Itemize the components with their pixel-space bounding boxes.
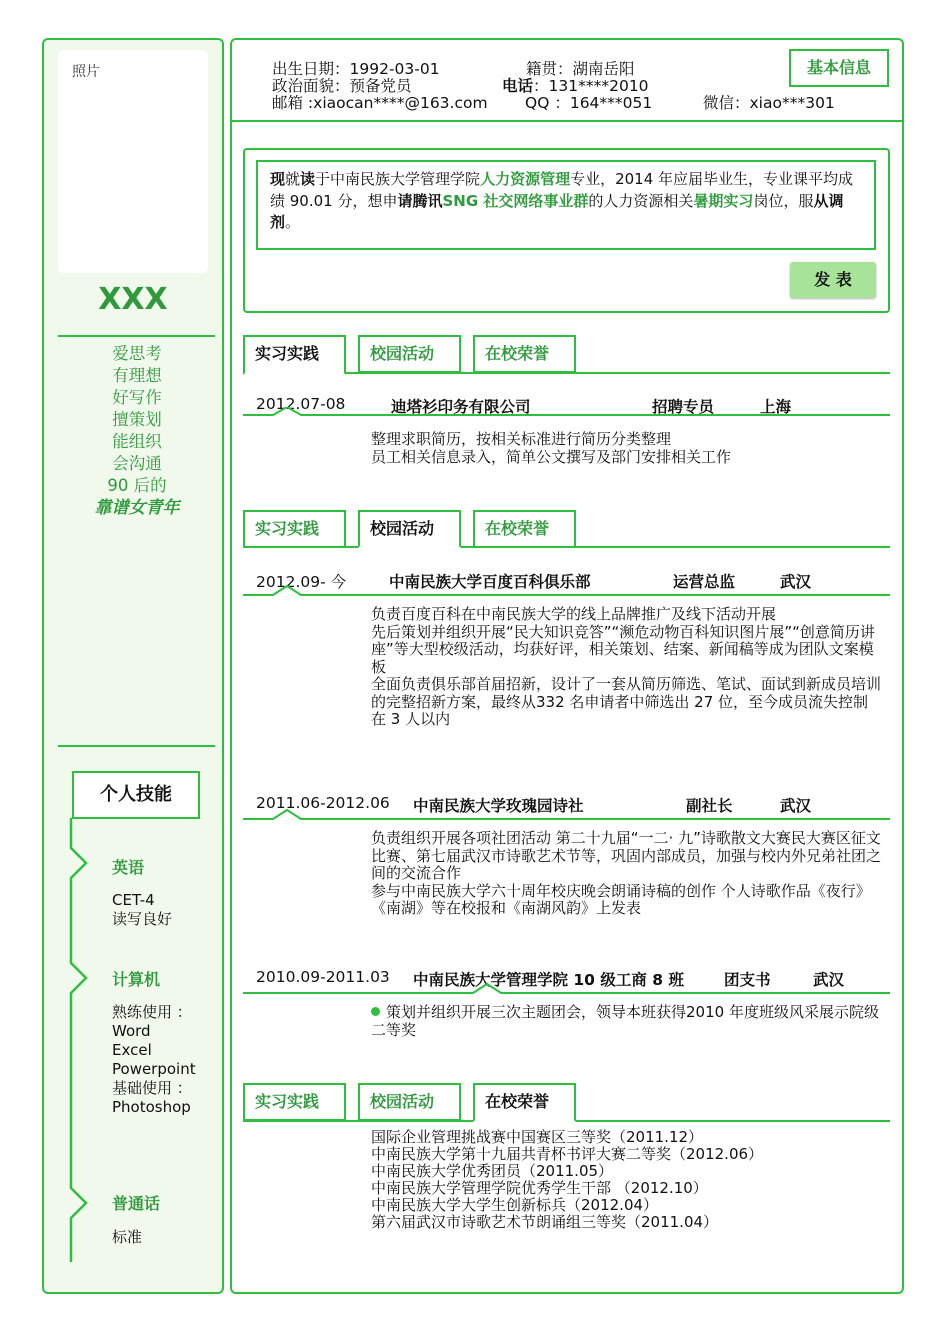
entry-role: 招聘专员 <box>652 398 715 416</box>
tab-campus[interactable]: 校园活动 <box>358 510 461 548</box>
entry-description <box>371 830 881 918</box>
entry-pointer-line <box>243 806 890 824</box>
honor-item: 中南民族大学优秀团员（2011.05） <box>371 1162 614 1180</box>
tab-internship[interactable]: 实习实践 <box>243 1083 346 1121</box>
desc-line: 整理求职简历，按相关标准进行简历分类整理 <box>371 430 672 448</box>
tab-campus[interactable]: 校园活动 <box>358 335 461 373</box>
trait: 90 后的 <box>107 476 167 495</box>
entry-pointer-line <box>243 407 890 425</box>
objective-segment: 请腾讯 <box>397 191 443 210</box>
entry-role: 运营总监 <box>673 573 736 591</box>
skill-line: 熟练使用 ： <box>112 1003 192 1021</box>
honor-item: 第六届武汉市诗歌艺术节朗诵组三等奖（2011.04） <box>371 1213 719 1231</box>
skill-lines-english <box>112 891 172 929</box>
post-button[interactable]: 发 表 <box>790 262 876 298</box>
entry-date: 2012.07-08 <box>256 395 346 413</box>
entry-org: 迪塔衫印务有限公司 <box>391 398 531 416</box>
skills-title: 个人技能 <box>72 771 200 819</box>
honor-item: 中南民族大学管理学院优秀学生干部 （2012.10） <box>371 1179 708 1197</box>
bullet-dot <box>371 1007 380 1016</box>
entry-location: 武汉 <box>813 971 845 989</box>
skill-line: 标准 <box>112 1228 143 1246</box>
trait-emphasis: 靠谱女青年 <box>94 498 180 518</box>
skill-line: Photoshop <box>112 1098 191 1116</box>
desc-text: 策划并组织开展三次主题团会，领导本班获得2010 年度班级风采展示院级二等奖 <box>371 1003 879 1039</box>
skill-line: 基础使用 ： <box>112 1079 192 1097</box>
skill-line: 读写良好 <box>112 910 173 928</box>
desc-line: 员工相关信息录入，简单公文撰写及部门安排相关工作 <box>371 447 732 466</box>
wechat: 微信：xiao***301 <box>703 94 835 112</box>
basic-info-tag: 基本信息 <box>789 49 889 87</box>
trait: 擅策划 <box>112 410 162 429</box>
objective-segment: 专业，2014 年应届毕业生，专业课平均成绩 90.01 分，想申 <box>270 170 854 210</box>
native-place: 籍贯：湖南岳阳 <box>526 60 635 78</box>
entry-role: 副社长 <box>686 797 733 815</box>
skill-heading-mandarin: 普通话 <box>112 1194 161 1213</box>
objective-segment: 暑期实习 <box>693 191 754 210</box>
skill-heading-english: 英语 <box>112 858 145 877</box>
objective-segment: 现 <box>270 170 286 188</box>
entry-location: 武汉 <box>780 573 812 591</box>
desc-line: 先后策划并组织开展“民大知识竞答”“濒危动物百科知识图片展”“创意简历讲座”等大型校级活动，均获好评，相关策划、结案、新闻稿等成为团队文案模板 <box>371 622 875 676</box>
skill-line: Excel <box>112 1041 152 1059</box>
skill-heading-computer: 计算机 <box>112 970 161 989</box>
photo-label: 照片 <box>72 64 100 80</box>
entry-org: 中南民族大学百度百科俱乐部 <box>389 573 591 591</box>
candidate-name: XXX <box>98 282 168 317</box>
objective-segment: 。 <box>285 213 301 231</box>
desc-line: 全面负责俱乐部首届招新，设计了一套从简历筛选、笔试、面试到新成员培训的完整招新方案，最终从332 名申请者中筛选出 27 位，至今成员流失控制在 3 人以内 <box>371 675 882 728</box>
entry-description <box>371 606 881 729</box>
qq: QQ ：164***051 <box>525 94 653 112</box>
tab-honors[interactable]: 在校荣誉 <box>473 1083 576 1122</box>
honors-list <box>371 1129 763 1231</box>
skill-line: CET-4 <box>112 891 155 909</box>
entry-role: 团支书 <box>724 971 771 989</box>
honor-item: 中南民族大学大学生创新标兵（2012.04） <box>371 1196 659 1214</box>
skill-line: Word <box>112 1022 151 1040</box>
objective-segment: 从调剂 <box>270 191 844 231</box>
skill-line: Powerpoint <box>112 1060 196 1078</box>
entry-location: 武汉 <box>780 797 812 815</box>
email: 邮箱 :xiaocan****@163.com <box>272 94 488 112</box>
skill-lines-mandarin <box>112 1228 142 1247</box>
trait: 好写作 <box>112 388 162 407</box>
tab-honors[interactable]: 在校荣誉 <box>473 335 576 373</box>
entry-date: 2012.09- 今 <box>256 573 347 591</box>
tab-honors[interactable]: 在校荣誉 <box>473 510 576 548</box>
sidebar-divider-top <box>58 335 215 337</box>
objective-segment: SNG 社交网络事业群 <box>442 191 589 210</box>
entry-org: 中南民族大学管理学院 10 级工商 8 班 <box>413 971 684 989</box>
objective-segment: 就 <box>285 170 301 188</box>
trait: 爱思考 <box>112 344 162 363</box>
skill-lines-computer <box>112 1003 196 1117</box>
objective-text <box>256 160 876 250</box>
objective-segment: 读 <box>300 170 316 188</box>
objective-segment: 人力资源管理 <box>480 170 571 188</box>
entry-pointer-line <box>243 582 890 600</box>
entry-pointer-line <box>243 980 890 998</box>
entry-location: 上海 <box>760 398 792 416</box>
traits-list <box>42 343 232 519</box>
tab-internship[interactable]: 实习实践 <box>243 335 346 375</box>
tab-internship[interactable]: 实习实践 <box>243 510 346 548</box>
desc-line: 负责组织开展各项社团活动 第二十九届“一二· 九”诗歌散文大赛民大赛区征文比赛、第七届武汉市诗歌艺术节等，巩固内部成员，加强与校内外兄弟社团之间的交流合作 <box>371 829 882 882</box>
trait: 会沟通 <box>112 454 162 473</box>
entry-org: 中南民族大学玫瑰园诗社 <box>413 797 584 815</box>
honor-item: 中南民族大学第十九届共青杯书评大赛二等奖（2012.06） <box>371 1145 764 1163</box>
skills-timeline <box>60 818 110 1263</box>
entry-date: 2010.09-2011.03 <box>256 968 390 986</box>
basic-info-divider <box>230 120 904 122</box>
political-status: 政治面貌：预备党员 <box>272 77 412 95</box>
phone-label: 电话 <box>502 77 534 95</box>
entry-date: 2011.06-2012.06 <box>256 794 390 812</box>
objective-segment: 岗位，服 <box>753 191 814 210</box>
objective-segment: 的人力资源相关 <box>588 191 694 210</box>
objective-segment: 于中南民族大学管理学院 <box>315 170 481 188</box>
sidebar-divider-bottom <box>58 745 215 747</box>
desc-line: 参与中南民族大学六十周年校庆晚会朗诵诗稿的创作 个人诗歌作品《夜行》《南湖》等在校报和《南湖风韵》上发表 <box>371 881 871 917</box>
phone-value: ：131****2010 <box>533 77 649 95</box>
entry-description <box>371 431 881 466</box>
tab-campus[interactable]: 校园活动 <box>358 1083 461 1121</box>
photo-placeholder <box>58 50 208 273</box>
trait: 有理想 <box>112 366 162 385</box>
honor-item: 国际企业管理挑战赛中国赛区三等奖（2011.12） <box>371 1128 704 1146</box>
trait: 能组织 <box>112 432 162 451</box>
entry-description <box>371 1004 881 1039</box>
birth-date: 出生日期：1992-03-01 <box>272 60 440 78</box>
desc-line <box>371 1004 881 1039</box>
desc-line: 负责百度百科在中南民族大学的线上品牌推广及线下活动开展 <box>371 605 777 623</box>
